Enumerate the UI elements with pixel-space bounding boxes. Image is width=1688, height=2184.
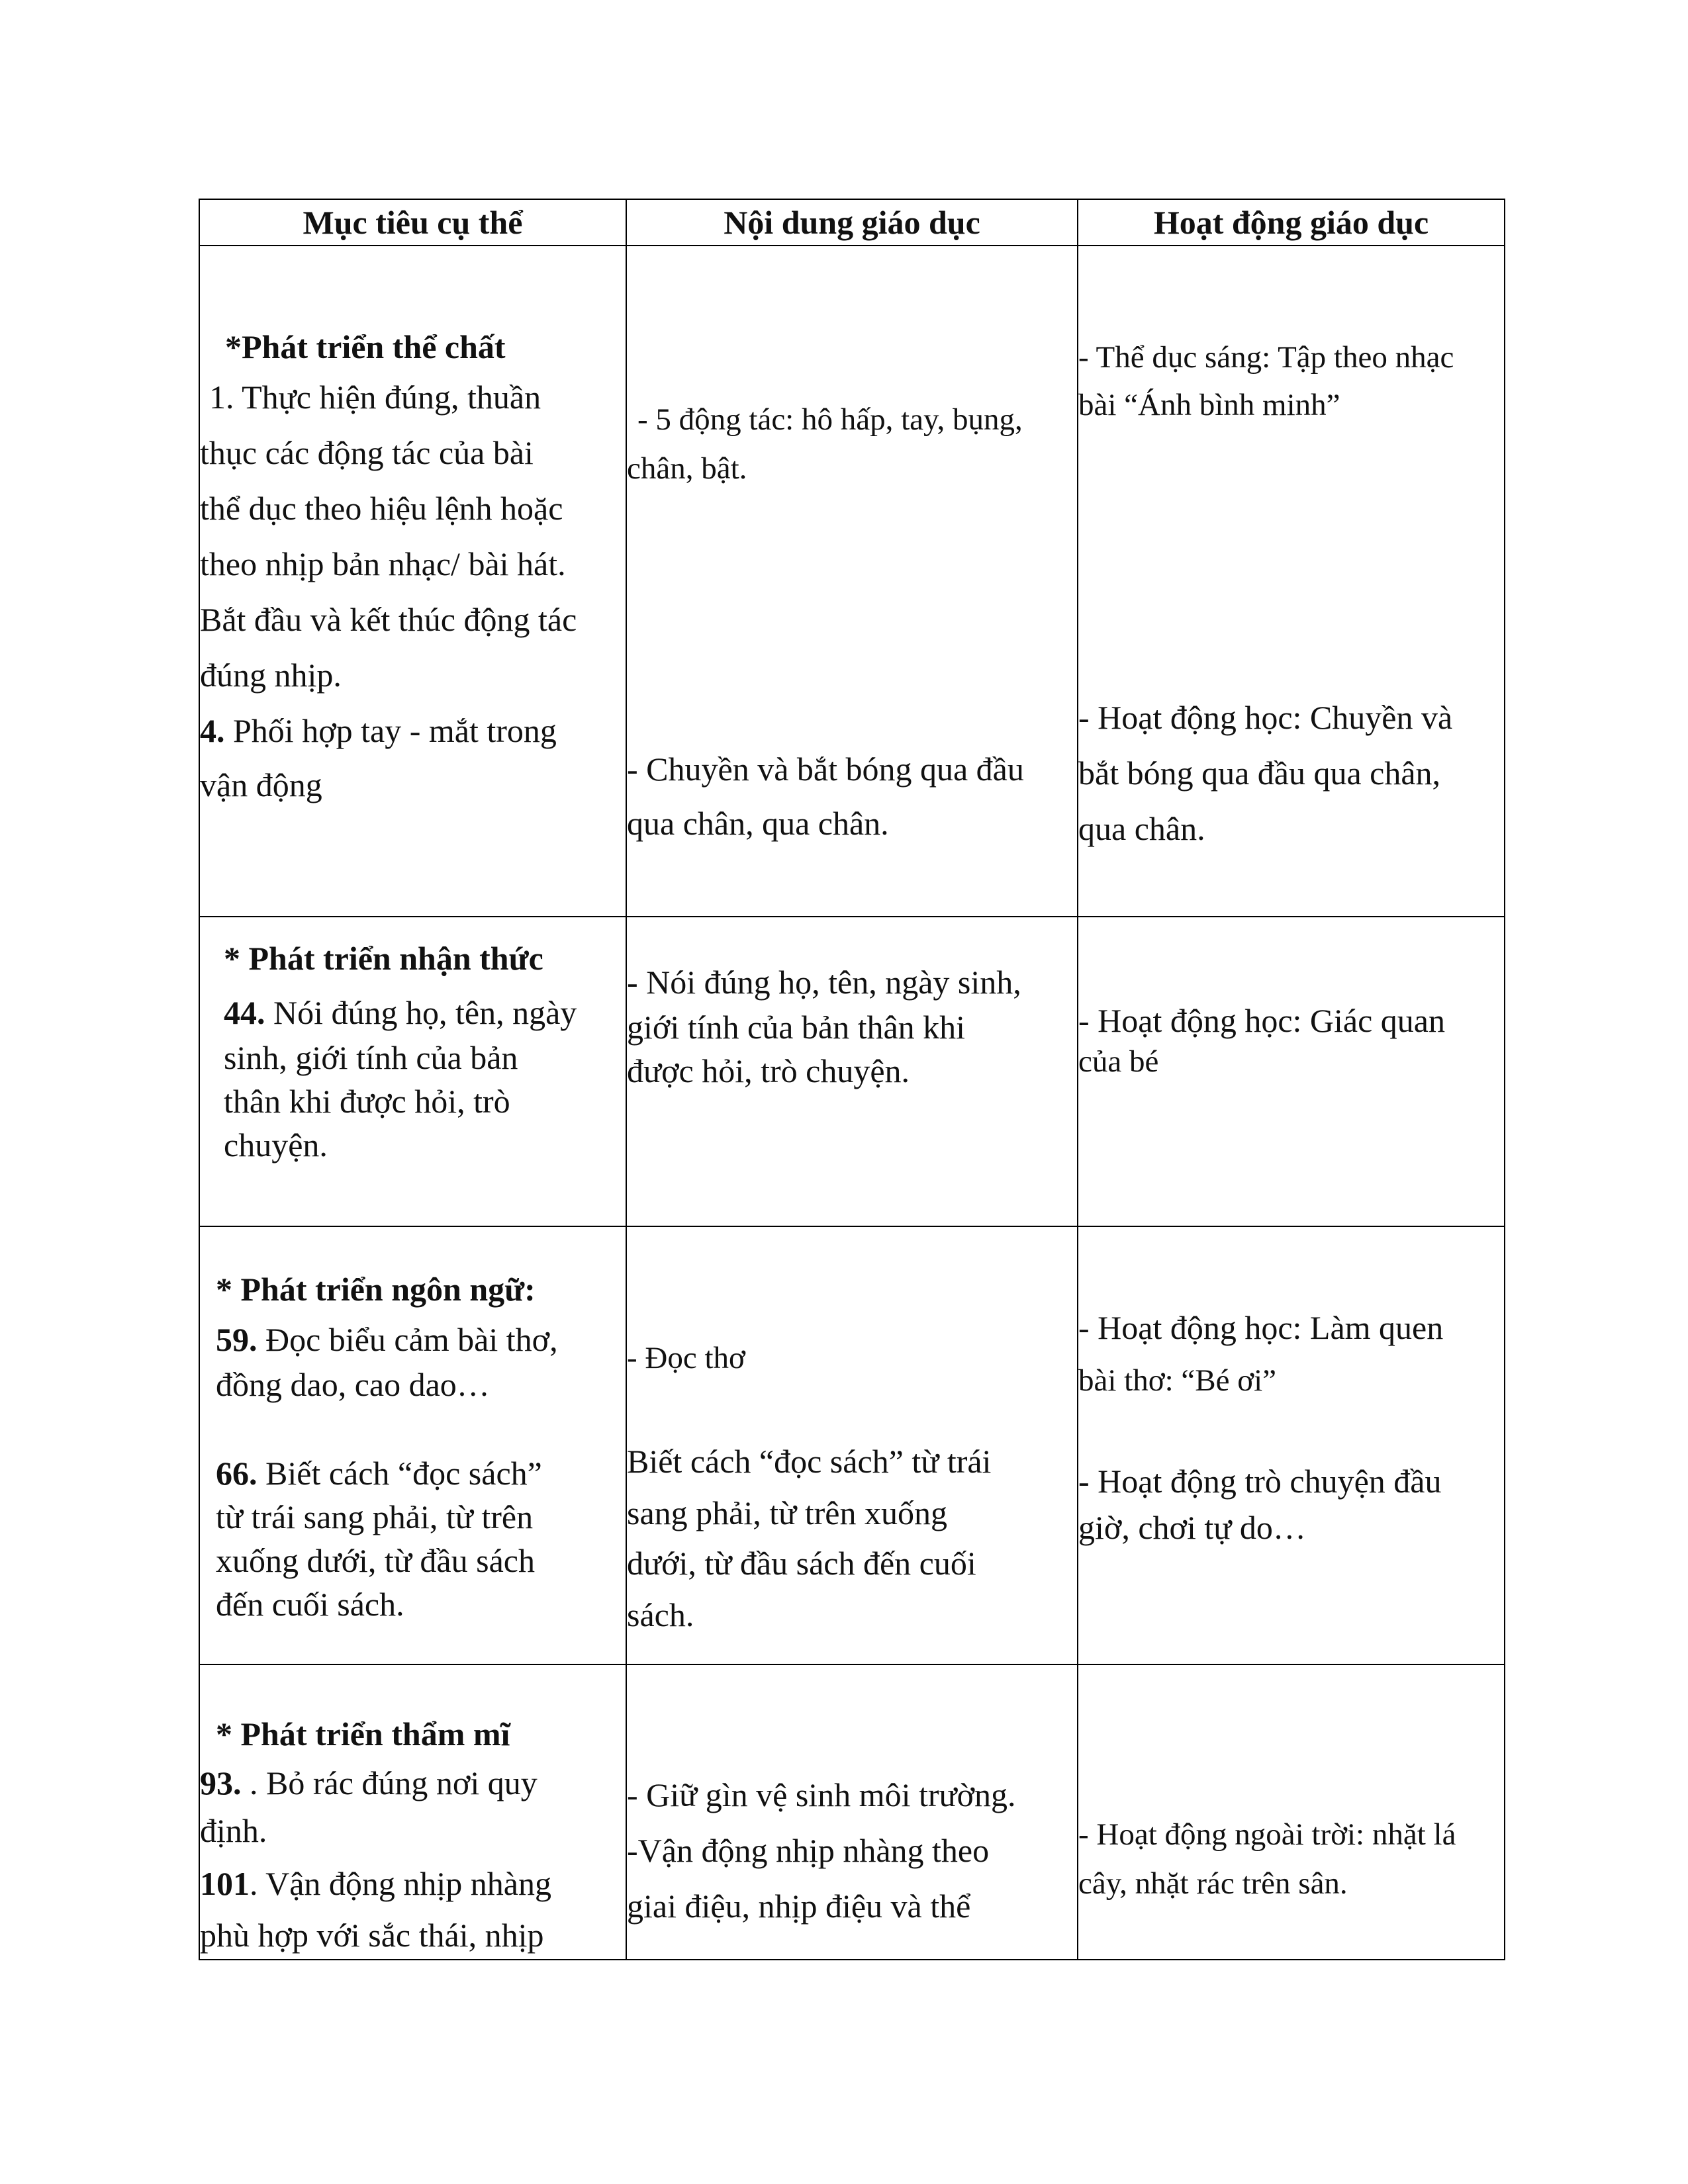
language-content2-line2: sang phải, từ trên xuống [627, 1494, 947, 1531]
physical-content2-line2: qua chân, qua chân. [627, 805, 889, 842]
language-goal59-line2: đồng dao, cao dao… [216, 1366, 490, 1403]
language-content1: - Đọc thơ [627, 1341, 745, 1375]
cell-cognitive-activities [1078, 917, 1505, 1226]
language-content2-line3: dưới, từ đầu sách đến cuối [627, 1545, 976, 1582]
cognitive-content-line3: được hỏi, trò chuyện. [627, 1052, 910, 1089]
cognitive-goal-line4: chuyện. [224, 1126, 328, 1163]
physical-activity1-line2: bài “Ánh bình minh” [1078, 388, 1340, 422]
physical-goal1-line4: theo nhịp bản nhạc/ bài hát. [200, 545, 566, 582]
cell-language-goals [199, 1226, 626, 1664]
aesthetic-goal93-number: 93. [200, 1764, 242, 1801]
language-heading: * Phát triển ngôn ngữ: [216, 1271, 536, 1308]
physical-goal4-line2: vận động [200, 766, 322, 803]
physical-activity2-line3: qua chân. [1078, 810, 1205, 847]
header-row [199, 199, 1505, 246]
cognitive-activity-line1: - Hoạt động học: Giác quan [1078, 1002, 1446, 1039]
language-activity2-line1: - Hoạt động trò chuyện đầu [1078, 1463, 1442, 1500]
aesthetic-activity-line2: cây, nhặt rác trên sân. [1078, 1866, 1348, 1901]
physical-content1-line1: - 5 động tác: hô hấp, tay, bụng, [637, 402, 1023, 437]
cell-language-content [626, 1226, 1078, 1664]
physical-activity1-line1: - Thể dục sáng: Tập theo nhạc [1078, 340, 1454, 375]
language-content2-line1: Biết cách “đọc sách” từ trái [627, 1443, 992, 1480]
physical-heading: *Phát triển thể chất [225, 328, 506, 365]
language-goal66-line2: từ trái sang phải, từ trên [216, 1498, 534, 1535]
physical-goal1-line2: thục các động tác của bài [200, 434, 534, 471]
cognitive-goal-line1: 44. Nói đúng họ, tên, ngày [224, 994, 577, 1031]
cognitive-goal-line2: sinh, giới tính của bản [224, 1039, 518, 1076]
curriculum-table [199, 199, 1505, 1960]
aesthetic-goal101-line2: phù hợp với sắc thái, nhịp [200, 1917, 544, 1954]
cell-aesthetic-content [626, 1664, 1078, 1960]
cell-cognitive-goals [199, 917, 626, 1226]
row-physical [199, 246, 1505, 917]
cognitive-content-line1: - Nói đúng họ, tên, ngày sinh, [627, 964, 1021, 1001]
cell-aesthetic-goals [199, 1664, 626, 1960]
physical-goal1-line3: thể dục theo hiệu lệnh hoặc [200, 490, 563, 527]
language-activity1-line1: - Hoạt động học: Làm quen [1078, 1309, 1444, 1346]
language-goal66-line4: đến cuối sách. [216, 1586, 404, 1623]
cognitive-heading: * Phát triển nhận thức [224, 940, 543, 977]
cell-aesthetic-activities [1078, 1664, 1505, 1960]
language-activity1-line2: bài thơ: “Bé ơi” [1078, 1363, 1276, 1398]
physical-goal1-line5: Bắt đầu và kết thúc động tác [200, 601, 577, 638]
cell-physical-activities [1078, 246, 1505, 917]
language-content2-line4: sách. [627, 1596, 694, 1633]
language-goal59-number: 59. [216, 1321, 258, 1358]
physical-goal1-line6: đúng nhịp. [200, 657, 342, 694]
cell-physical-goals [199, 246, 626, 917]
physical-content1-line2: chân, bật. [627, 451, 747, 486]
language-goal66-line1: 66. Biết cách “đọc sách” [216, 1455, 542, 1492]
physical-content2-line1: - Chuyền và bắt bóng qua đầu [627, 751, 1024, 788]
physical-goal4-line1: 4. Phối hợp tay - mắt trong [200, 712, 557, 749]
language-activity2-line2: giờ, chơi tự do… [1078, 1509, 1306, 1546]
cognitive-content-line2: giới tính của bản thân khi [627, 1009, 966, 1046]
aesthetic-goal101-line1: 101. Vận động nhịp nhàng [200, 1865, 551, 1902]
language-goal59-line1: 59. Đọc biểu cảm bài thơ, [216, 1321, 558, 1358]
language-goal66-line3: xuống dưới, từ đầu sách [216, 1542, 535, 1579]
row-cognitive [199, 917, 1505, 1226]
physical-activity2-line1: - Hoạt động học: Chuyền và [1078, 699, 1453, 736]
cognitive-goal-number: 44. [224, 994, 265, 1031]
row-language [199, 1226, 1505, 1664]
physical-goal1-line1: 1. Thực hiện đúng, thuần [209, 379, 541, 416]
header-activities: Hoạt động giáo dục [1078, 199, 1505, 246]
cognitive-activity-line2: của bé [1078, 1044, 1159, 1079]
language-goal66-number: 66. [216, 1455, 258, 1492]
aesthetic-content-line1: - Giữ gìn vệ sinh môi trường. [627, 1776, 1016, 1813]
aesthetic-goal93-line1: 93. . Bỏ rác đúng nơi quy [200, 1764, 538, 1801]
aesthetic-content-line2: -Vận động nhịp nhàng theo [627, 1832, 990, 1869]
aesthetic-activity-line1: - Hoạt động ngoài trời: nhặt lá [1078, 1817, 1456, 1852]
cell-language-activities [1078, 1226, 1505, 1664]
physical-goal4-number: 4. [200, 712, 225, 749]
row-aesthetic [199, 1664, 1505, 1960]
physical-activity2-line2: bắt bóng qua đầu qua chân, [1078, 754, 1441, 792]
aesthetic-content-line3: giai điệu, nhịp điệu và thể [627, 1888, 971, 1925]
cognitive-goal-line3: thân khi được hỏi, trò [224, 1083, 510, 1120]
aesthetic-goal93-line2: định. [200, 1812, 267, 1849]
header-goals: Mục tiêu cụ thể [199, 199, 626, 246]
header-content: Nội dung giáo dục [626, 199, 1078, 246]
cell-cognitive-content [626, 917, 1078, 1226]
aesthetic-heading: * Phát triển thẩm mĩ [216, 1715, 510, 1752]
cell-physical-content [626, 246, 1078, 917]
aesthetic-goal101-number: 101 [200, 1865, 250, 1902]
